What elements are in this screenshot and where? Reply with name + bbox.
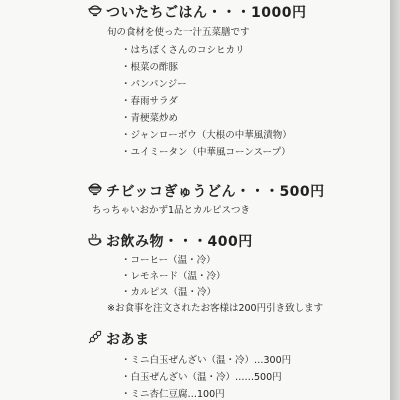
section-title-chibikko-gyudon: チビッコぎゅうどん・・・500円 bbox=[106, 184, 325, 200]
list-item: ・コーヒー（温・冷） bbox=[121, 255, 216, 266]
noodle-bowl-icon bbox=[88, 182, 102, 196]
rice-bowl-icon bbox=[88, 3, 102, 17]
section-description: ちっちゃいおかず1品とカルピスつき bbox=[92, 205, 251, 216]
list-item: ・ジャンローボウ（大根の中華風漬物） bbox=[121, 130, 292, 141]
section-title-onomimono: お飲み物・・・400円 bbox=[106, 234, 253, 250]
discount-note: ※お食事を注文されたお客様は200円引き致します bbox=[107, 303, 324, 314]
list-item: ・パンパンジー bbox=[121, 79, 187, 90]
teacup-icon bbox=[88, 233, 102, 247]
list-item: ・白玉ぜんざい（温・冷）……500円 bbox=[121, 372, 282, 383]
list-item: ・根菜の酢豚 bbox=[121, 62, 179, 73]
list-item: ・レモネード（温・冷） bbox=[121, 271, 226, 282]
section-description: 旬の食材を使った一汁五菜膳です bbox=[107, 27, 250, 38]
list-item: ・カルピス（温・冷） bbox=[121, 287, 217, 298]
list-item: ・ミニ白玉ぜんざい（温・冷）…300円 bbox=[121, 355, 292, 366]
page-edge bbox=[390, 0, 400, 400]
dango-icon bbox=[88, 330, 102, 344]
list-item: ・春雨サラダ bbox=[121, 96, 178, 107]
section-title-tsuitachi-gohan: ついたちごはん・・・1000円 bbox=[106, 5, 307, 21]
section-title-oama: おあま bbox=[106, 332, 150, 348]
list-item: ・ユイミータン（中華風コーンスープ） bbox=[121, 147, 291, 158]
list-item: ・ミニ杏仁豆腐…100円 bbox=[121, 389, 225, 400]
list-item: ・青梗菜炒め bbox=[121, 113, 179, 124]
list-item: ・はちぼくさんのコシヒカリ bbox=[121, 45, 245, 56]
